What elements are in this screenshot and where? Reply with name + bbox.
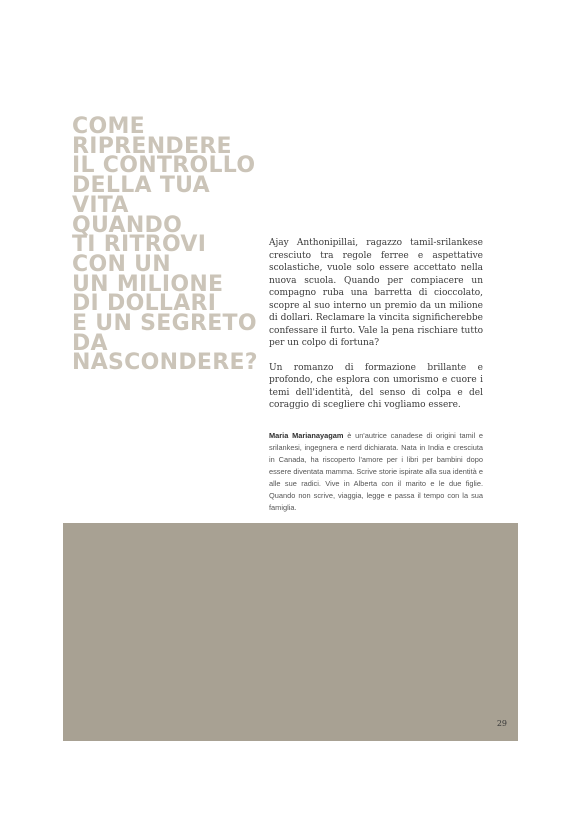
page-number: 29 — [496, 719, 507, 728]
synopsis-paragraph-2: Un romanzo di formazione brillante e profondo, che esplora con umorismo e cuore i temi dell'identità, del senso di colpa e del coraggio di scegliere chi vogliamo essere. — [269, 362, 483, 410]
synopsis — [269, 237, 483, 424]
author-bio-text: è un'autrice canadese di origini tamil e srilankesi, ingegnera e nerd dichiarata. Nata in India e cresciuta in Canada, ha riscoperto l'amore per i libri per bambini dopo essere diventata mamma. Scrive storie ispirate alla sua identità e alle sue radici. Vive in Alberta con il marito e le due figlie. Quando non scrive, viaggia, legge e passa il tempo con la sua famiglia. — [269, 431, 483, 512]
headline: COME RIPRENDERE IL CONTROLLO DELLA TUA VITA QUANDO TI RITROVI CON UN UN MILIONE DI DOLLARI E UN SEGRETO DA NASCONDERE? — [72, 114, 258, 376]
author-name: Maria Marianayagam — [269, 431, 344, 440]
author-bio — [269, 430, 483, 514]
synopsis-paragraph-1: Ajay Anthonipillai, ragazzo tamil-srilankese cresciuto tra regole ferree e aspettative scolastiche, vuole solo essere accettato nella nuova scuola. Quando per compiacere un compagno ruba una barretta di cioccolato, scopre al suo interno un premio da un milione di dollari. Reclamare la vincita significherebbe confessare il furto. Vale la pena rischiare tutto per un colpo di fortuna? — [269, 238, 483, 348]
image-placeholder-block — [63, 523, 518, 741]
